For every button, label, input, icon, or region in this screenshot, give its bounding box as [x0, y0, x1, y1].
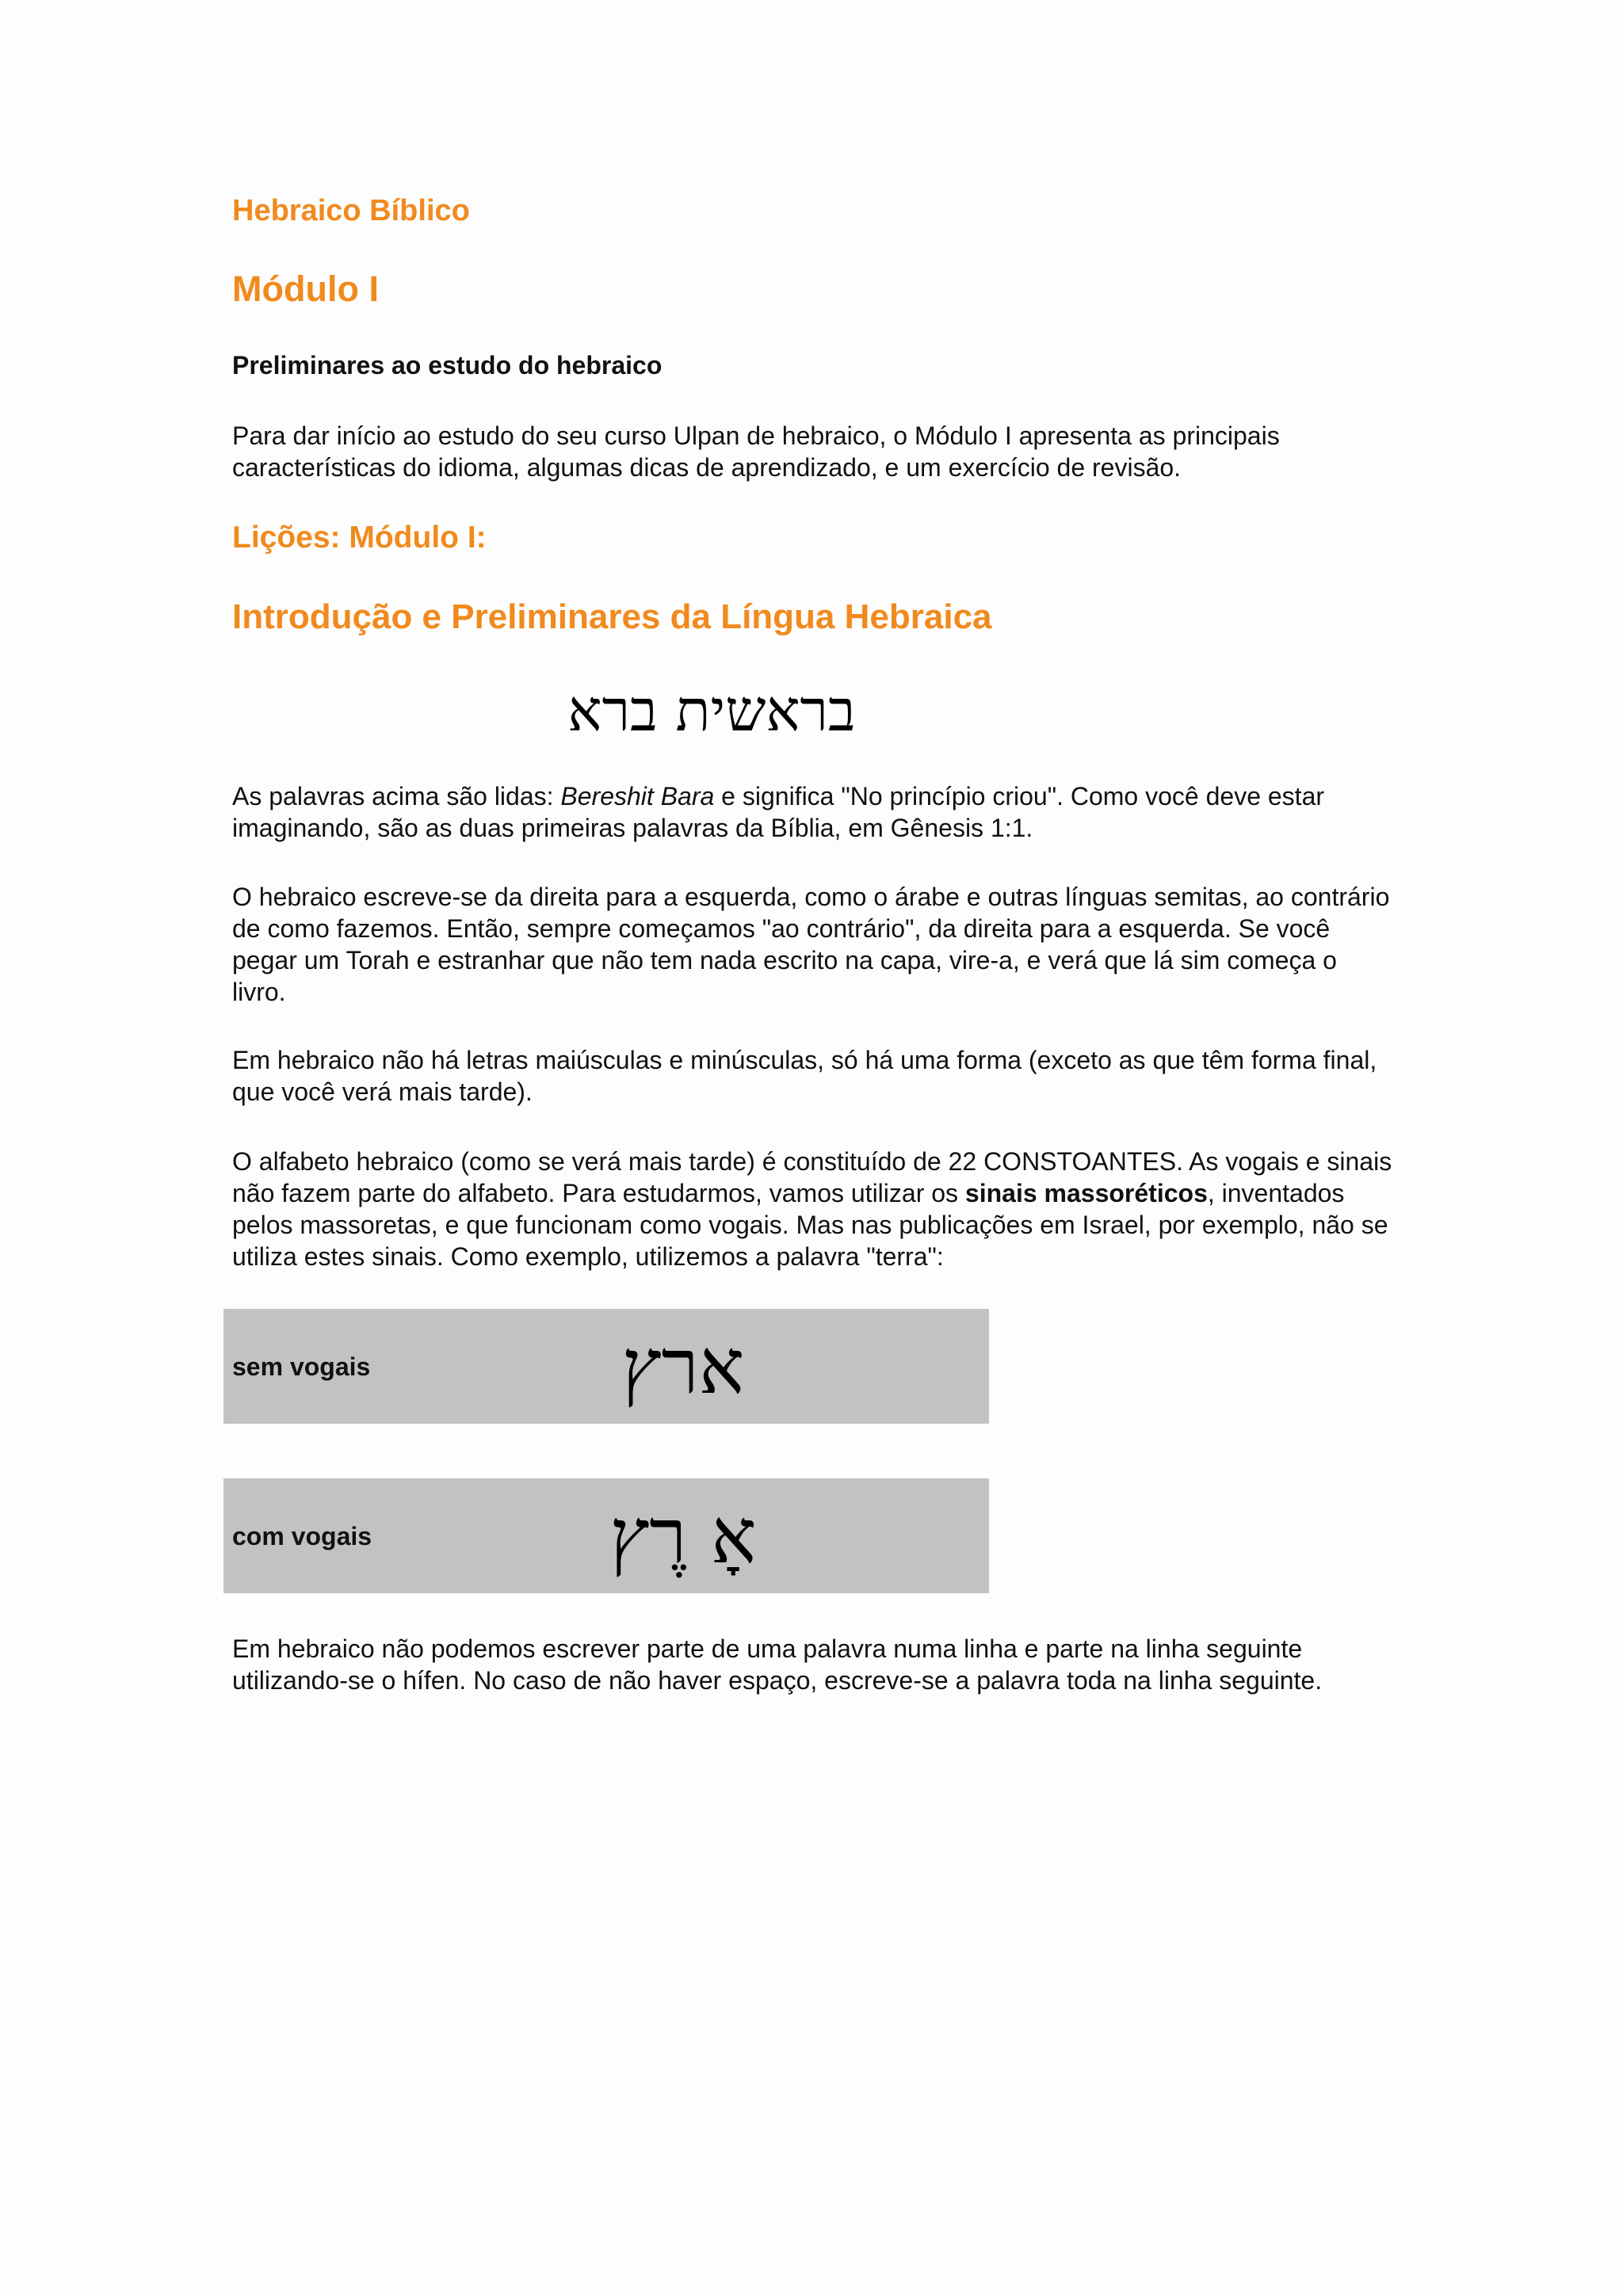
box-with-vowels-label: com vogais [232, 1521, 372, 1550]
hebrew-bereshit-bara: בראשית ברא [567, 677, 856, 744]
prelim-heading: Preliminares ao estudo do hebraico [232, 351, 663, 379]
intro-paragraph: Para dar início ao estudo do seu curso Ulpan de hebraico, o Módulo I apresenta as principais características do idioma, algumas dicas de aprendizado, e um exercício de revisão. [232, 421, 1280, 482]
hebrew-word-with-vowels: אָ רֶץ [609, 1491, 757, 1581]
paragraph-bereshit-italic: Bereshit Bara [560, 782, 715, 810]
paragraph-alphabet [232, 1146, 1397, 1272]
box-without-vowels-label: sem vogais [232, 1352, 371, 1381]
paragraph-bereshit-after: e significa "No princípio criou". Como você deve estar imaginando, são as duas primeiras palavras da Bíblia, em Gênesis 1:1. [232, 782, 1325, 842]
paragraph-alphabet-bold: sinais massoréticos [964, 1179, 1208, 1207]
box-with-vowels [223, 1478, 989, 1593]
course-title: Hebraico Bíblico [232, 194, 470, 227]
paragraph-bereshit [232, 780, 1397, 844]
licoes-heading: Lições: Módulo I: [232, 521, 487, 555]
box-without-vowels [223, 1309, 989, 1424]
paragraph-direction: O hebraico escreve-se da direita para a esquerda, como o árabe e outras línguas semitas, ao contrário de como fazemos. Então, sempre começamos "ao contrário", da direita para a esquerda. Se você pegar um Torah e estranhar que não tem nada escrito na capa, vire-a, e verá que lá sim começa o livro. [232, 883, 1390, 1006]
intro-heading: Introdução e Preliminares da Língua Hebraica [232, 597, 992, 636]
paragraph-alphabet-after: , inventados pelos massoretas, e que funcionam como vogais. Mas nas publicações em Israel, por exemplo, não se utiliza estes sinais. Como exemplo, utilizemos a palavra "terra": [232, 1179, 1388, 1271]
paragraph-letters: Em hebraico não há letras maiúsculas e minúsculas, só há uma forma (exceto as que têm forma final, que você verá mais tarde). [232, 1046, 1377, 1106]
paragraph-alphabet-before: O alfabeto hebraico (como se verá mais tarde) é constituído de 22 CONSTOANTES. As vogais e sinais não fazem parte do alfabeto. Para estudarmos, vamos utilizar os [232, 1147, 1392, 1207]
paragraph-bereshit-before: As palavras acima são lidas: [232, 782, 561, 810]
paragraph-hyphen: Em hebraico não podemos escrever parte de uma palavra numa linha e parte na linha seguinte utilizando-se o hífen. No caso de não haver espaço, escreve-se a palavra toda na linha seguinte. [232, 1634, 1323, 1695]
module-title: Módulo I [232, 269, 379, 309]
hebrew-word-without-vowels: ארץ [621, 1322, 745, 1411]
